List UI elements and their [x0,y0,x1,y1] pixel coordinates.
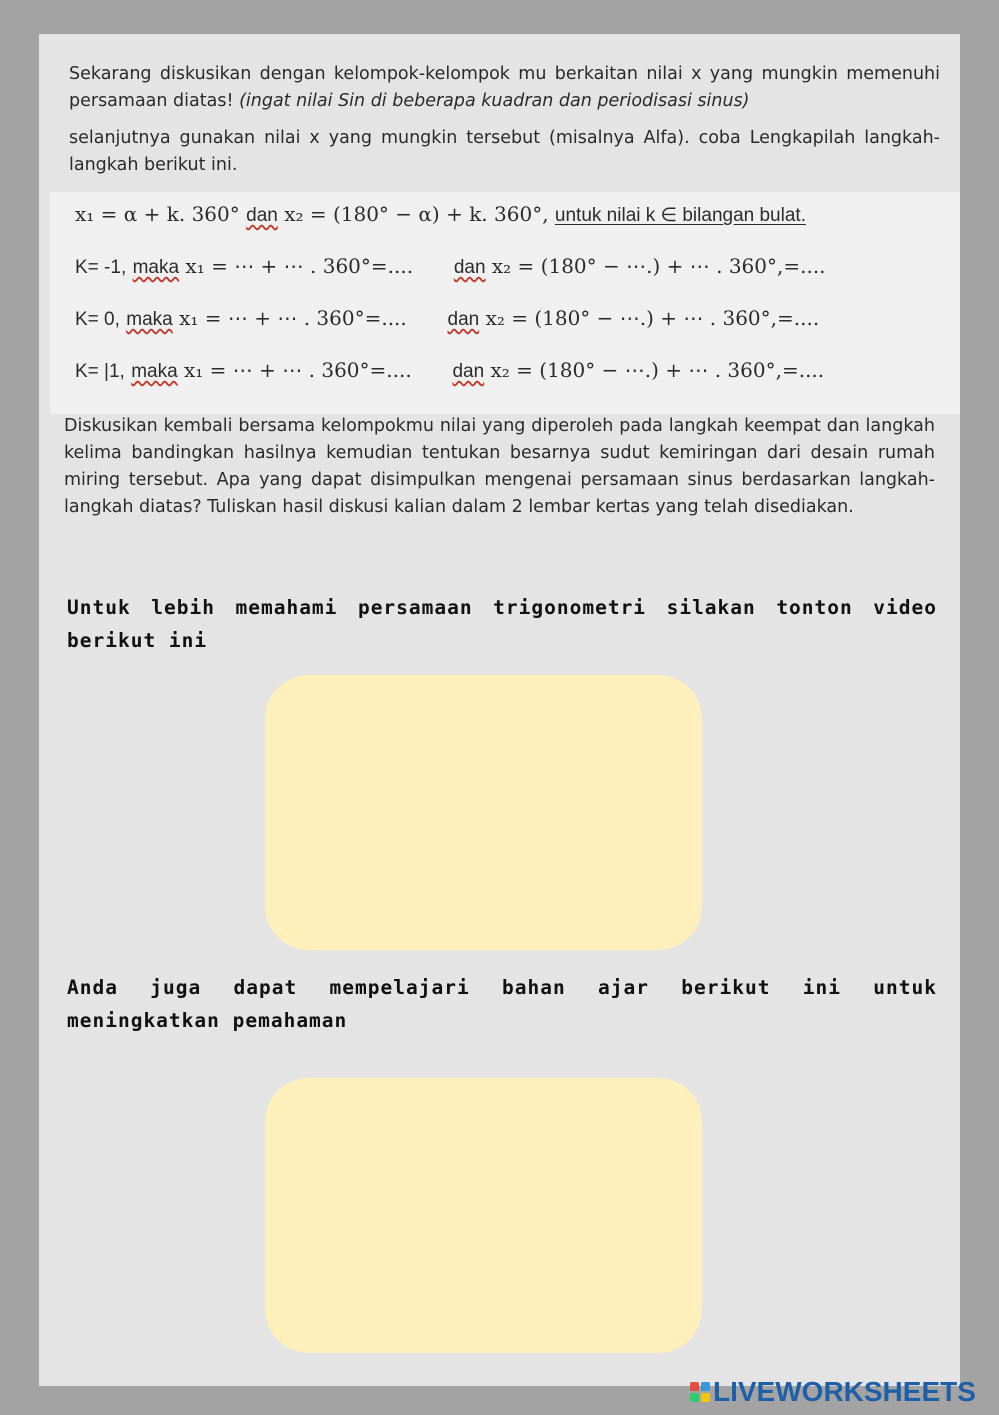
step-k-minus-one [75,254,826,279]
dan-word: dan [453,257,486,278]
general-formula [75,202,806,227]
k-label: K= |1, [75,361,125,382]
x1-blank[interactable]: x₁ = ⋯ + ⋯ . 360°=.... [185,254,414,278]
dan-word: dan [246,205,278,226]
video-embed-box[interactable] [265,675,702,950]
k-label: K= -1, [75,257,127,278]
x1-blank[interactable]: x₁ = ⋯ + ⋯ . 360°=.... [184,358,412,382]
liveworksheets-logo[interactable] [690,1376,976,1408]
discussion-paragraph: Diskusikan kembali bersama kelompokmu nilai yang diperoleh pada langkah keempat dan langkah kelima bandingkan hasilnya kemudian tentukan besarnya sudut kemiringan dari desain rumah miring tersebut. Apa yang dapat disimpulkan mengenai persamaan sinus berdasarkan langkah-langkah diatas? Tuliskan hasil diskusi kalian dalam 2 lembar kertas yang telah disediakan. [64,416,935,517]
formula-panel [50,192,960,414]
k-label: K= 0, [75,309,120,330]
x2-blank[interactable]: x₂ = (180° − ⋯.) + ⋯ . 360°,=.... [491,254,826,278]
x1-blank[interactable]: x₁ = ⋯ + ⋯ . 360°=.... [179,306,407,330]
step-k-zero [75,306,819,331]
video-heading: Untuk lebih memahami persamaan trigonometri silakan tonton video berikut ini [67,596,937,652]
x2-blank[interactable]: x₂ = (180° − ⋯.) + ⋯ . 360°,=.... [490,358,825,382]
maka-word: maka [132,257,180,278]
intro-text: Sekarang diskusikan dengan kelompok-kelompok mu berkaitan nilai x yang mungkin memenuhi persamaan diatas! [69,64,940,111]
maka-word: maka [126,309,173,330]
material-embed-box[interactable] [265,1078,702,1353]
integer-condition: untuk nilai k ∈ bilangan bulat. [554,205,806,226]
intro-paragraph-2: selanjutnya gunakan nilai x yang mungkin tersebut (misalnya Alfa). coba Lengkapilah langkah-langkah berikut ini. [69,128,940,175]
logo-text: LIVEWORKSHEETS [713,1376,976,1407]
material-heading: Anda juga dapat mempelajari bahan ajar berikut ini untuk meningkatkan pemahaman [67,976,937,1032]
intro-hint: (ingat nilai Sin di beberapa kuadran dan periodisasi sinus) [239,91,750,111]
maka-word: maka [131,361,178,382]
worksheet-page [39,34,960,1386]
step-k-one [75,358,824,383]
intro-paragraph-1 [69,61,940,115]
x2-blank[interactable]: x₂ = (180° − ⋯.) + ⋯ . 360°,=.... [485,306,820,330]
logo-grid-icon [690,1382,710,1402]
x1-general: x₁ = α + k. 360° [75,202,240,226]
dan-word: dan [447,309,480,330]
x2-general: x₂ = (180° − α) + k. 360°, [284,202,549,226]
dan-word: dan [452,361,485,382]
